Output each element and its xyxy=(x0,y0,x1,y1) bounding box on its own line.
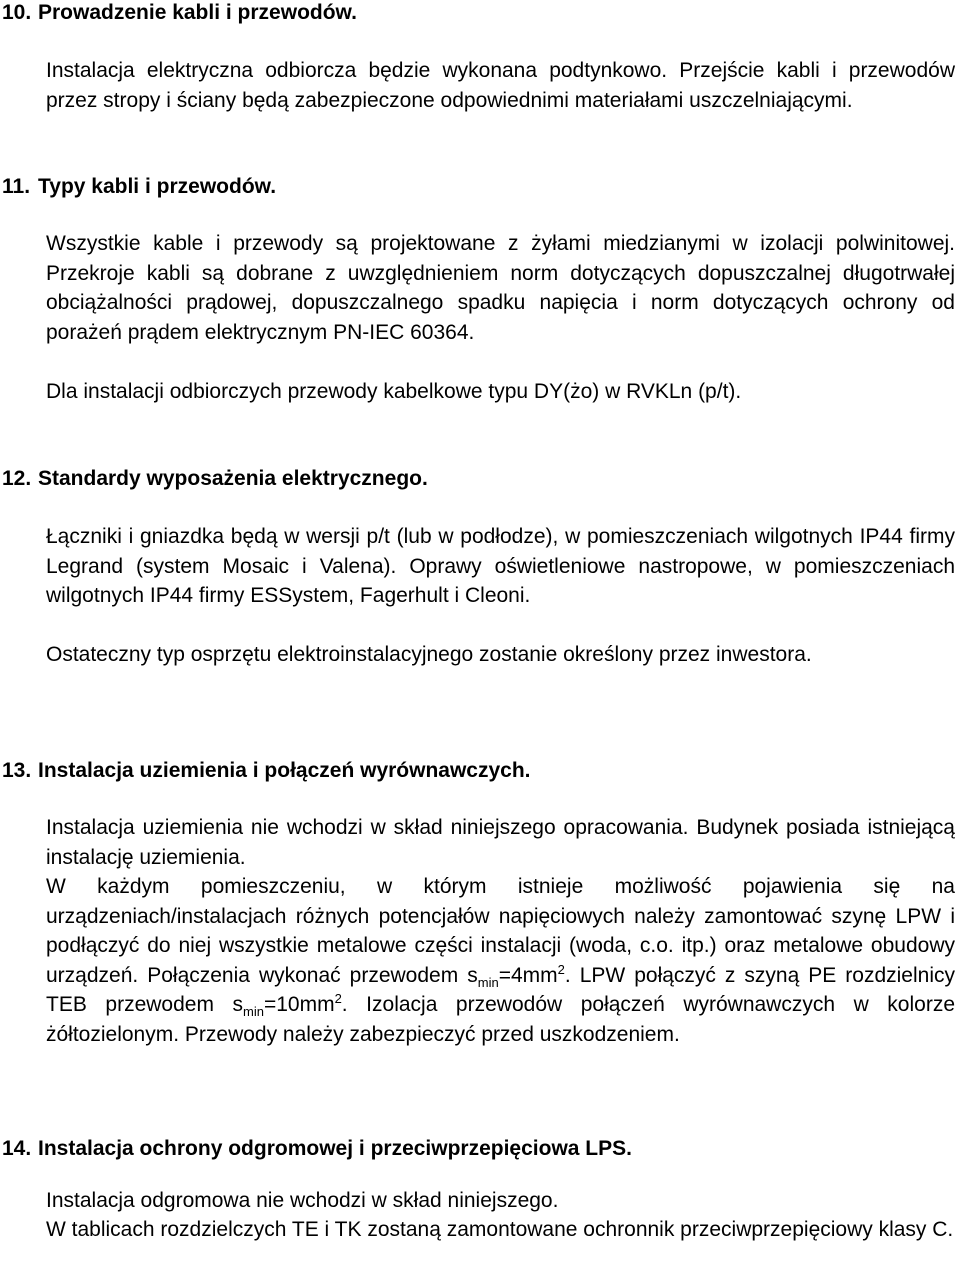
section-title: Instalacja uziemienia i połączeń wyrównawczych. xyxy=(38,759,531,782)
section-number: 12. xyxy=(2,467,32,490)
section-12-heading xyxy=(2,466,428,492)
section-number: 10. xyxy=(2,1,32,24)
section-number: 11. xyxy=(2,175,31,198)
section-12-paragraph-1: Łączniki i gniazdka będą w wersji p/t (lub w podłodze), w pomieszczeniach wilgotnych IP44 firmy Legrand (system Mosaic i Valena). Oprawy oświetleniowe nastropowe, w pomieszczeniach wilgotnych IP44 firmy ESSystem, Fagerhult i Cleoni. xyxy=(46,525,955,607)
subscript-min: min xyxy=(243,1004,264,1020)
section-11-paragraph-2: Dla instalacji odbiorczych przewody kabelkowe typu DY(żo) w RVKLn (p/t). xyxy=(46,380,742,403)
section-14-paragraph-2: W tablicach rozdzielczych TE i TK zostaną zamontowane ochronnik przeciwprzepięciowy klasy C. xyxy=(46,1218,954,1241)
paragraph-text: W każdym pomieszczeniu, w którym istnieje możliwość pojawienia się na urządzeniach/instalacjach różnych potencjałów napięciowych należy zamontować szynę LPW i podłączyć do niej wszystkie metalowe części instalacji (woda, c.o. itp.) oraz metalowe obudowy urządzeń. Połączenia wykonać przewodem s xyxy=(46,875,955,987)
section-title: Instalacja ochrony odgromowej i przeciwprzepięciowa LPS. xyxy=(38,1137,632,1160)
section-13-heading xyxy=(2,758,531,784)
section-10-heading xyxy=(2,0,357,26)
section-14-heading xyxy=(2,1136,632,1162)
section-14-paragraph-1: Instalacja odgromowa nie wchodzi w skład niniejszego. xyxy=(46,1189,559,1212)
paragraph-text: =10mm xyxy=(263,993,335,1016)
paragraph-text: . LPW połączyć z szyną PE rozdzielnicy TEB przewodem s xyxy=(46,963,956,1016)
subscript-min: min xyxy=(477,974,499,990)
section-title: Standardy wyposażenia elektrycznego. xyxy=(38,467,428,490)
superscript-2: 2 xyxy=(557,961,565,977)
section-number: 13. xyxy=(2,759,32,782)
section-11-heading xyxy=(2,174,276,200)
section-12-paragraph-2: Ostateczny typ osprzętu elektroinstalacyjnego zostanie określony przez inwestora. xyxy=(46,643,812,666)
section-title: Typy kabli i przewodów. xyxy=(38,175,277,198)
section-13-paragraph-2 xyxy=(46,872,955,1049)
section-number: 14. xyxy=(2,1137,32,1160)
paragraph-text: . Izolacja przewodów połączeń wyrównawczych w kolorze żółtozielonym. Przewody należy zabezpieczyć przed uszkodzeniem. xyxy=(46,993,955,1046)
section-title: Prowadzenie kabli i przewodów. xyxy=(38,1,357,24)
superscript-2: 2 xyxy=(334,991,342,1006)
section-13-paragraph-1: Instalacja uziemienia nie wchodzi w skład niniejszego opracowania. Budynek posiada istniejącą instalację uziemienia. xyxy=(46,816,955,869)
section-10-paragraph-1: Instalacja elektryczna odbiorcza będzie wykonana podtynkowo. Przejście kabli i przewodów przez stropy i ściany będą zabezpieczone odpowiednimi materiałami uszczelniającymi. xyxy=(46,59,955,112)
paragraph-text: =4mm xyxy=(498,963,558,987)
section-11-paragraph-1: Wszystkie kable i przewody są projektowane z żyłami miedzianymi w izolacji polwinitowej. Przekroje kabli są dobrane z uwzględnieniem norm dotyczących dopuszczalnej długotrwałej obciążalności prądowej, dopuszczalnego spadku napięcia i norm dotyczących ochrony od porażeń prądem elektrycznym PN-IEC 60364. xyxy=(46,232,955,344)
